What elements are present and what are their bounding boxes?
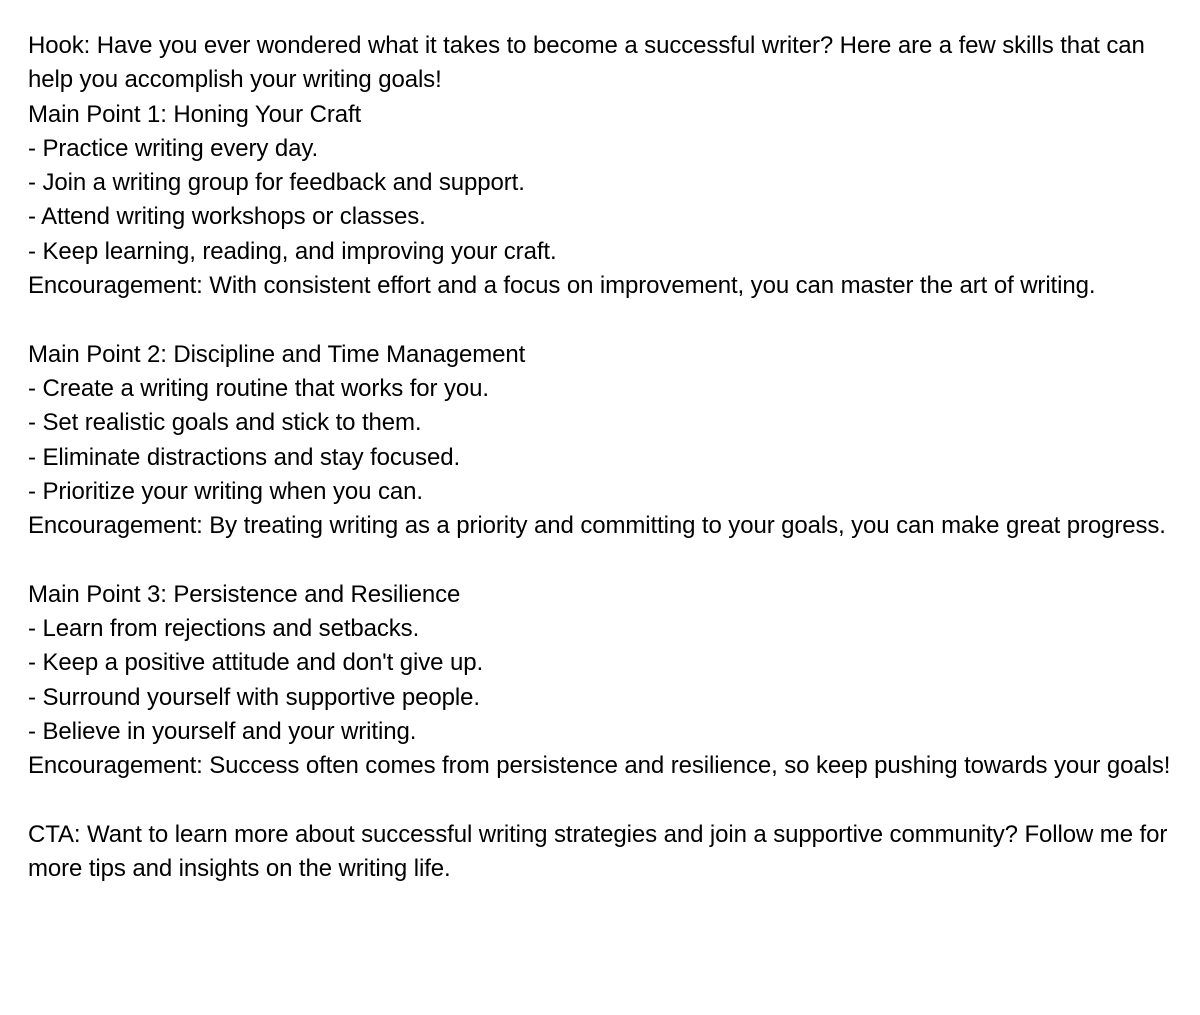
hook-paragraph: Hook: Have you ever wondered what it takes to become a successful writer? Here are a few skills that can help you accomplish your writing goals! [28,32,1145,94]
main-point-2-encouragement: Encouragement: By treating writing as a priority and committing to your goals, you can make great progress. [28,512,1166,540]
main-point-2-section [28,338,1172,544]
main-point-3-encouragement: Encouragement: Success often comes from persistence and resilience, so keep pushing towards your goals! [28,752,1171,780]
main-point-3-heading: Main Point 3: Persistence and Resilience [28,580,461,608]
main-point-2-bullet-2: - Set realistic goals and stick to them. [28,409,422,437]
main-point-1-heading: Main Point 1: Honing Your Craft [28,100,362,128]
main-point-3-bullet-2: - Keep a positive attitude and don't give up. [28,649,484,677]
main-point-3-bullet-3: - Surround yourself with supportive people. [28,683,480,711]
main-point-1-bullet-2: - Join a writing group for feedback and support. [28,169,525,197]
main-point-1-encouragement: Encouragement: With consistent effort and a focus on improvement, you can master the art of writing. [28,272,1096,300]
cta-paragraph: CTA: Want to learn more about successful writing strategies and join a supportive community? Follow me for more tips and insights on the writing life. [28,820,1168,883]
main-point-1-bullet-3: - Attend writing workshops or classes. [28,203,426,231]
main-point-1-bullet-4: - Keep learning, reading, and improving your craft. [28,237,557,265]
main-point-2-bullet-3: - Eliminate distractions and stay focused. [28,443,461,471]
main-point-1-bullet-1: - Practice writing every day. [28,134,319,162]
main-point-2-bullet-1: - Create a writing routine that works for you. [28,374,489,402]
main-point-2-heading: Main Point 2: Discipline and Time Management [28,340,526,368]
main-point-3-bullet-1: - Learn from rejections and setbacks. [28,615,420,643]
main-point-3-bullet-4: - Believe in yourself and your writing. [28,717,417,745]
main-point-2-bullet-4: - Prioritize your writing when you can. [28,477,423,505]
main-point-1-section [28,98,1172,304]
main-point-3-section [28,578,1172,784]
